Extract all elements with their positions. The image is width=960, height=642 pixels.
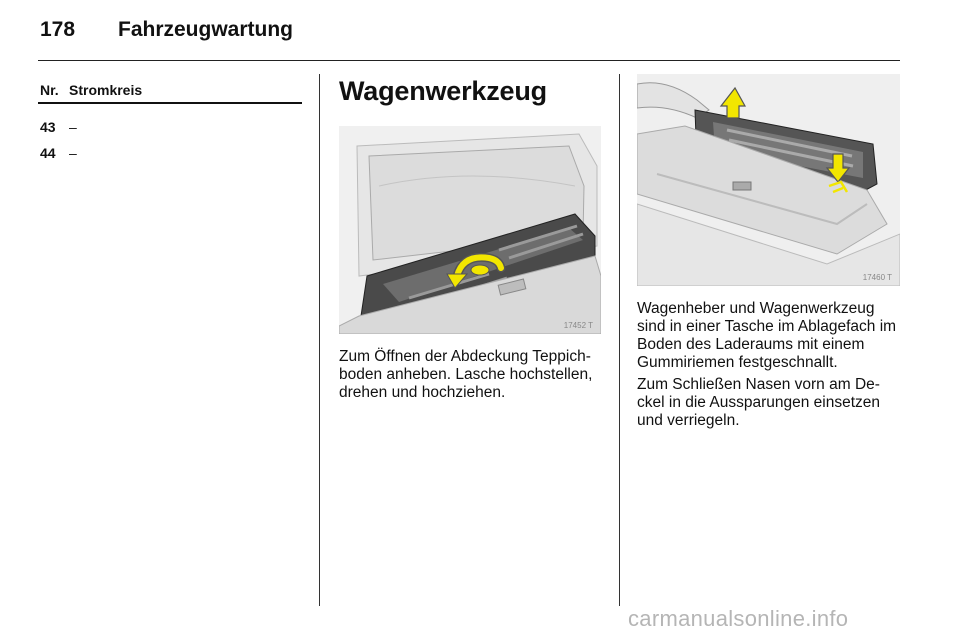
fuse-number: 44 [40,145,56,161]
instruction-close-cover: Zum Schließen Nasen vorn am De-ckel in die Aussparungen einsetzen und verriegeln. [637,376,880,429]
description-tool-location: Wagenheber und Wagenwerkzeug sind in einer Tasche im Ablagefach im Boden des Laderaums mit einem Gummiriemen festgeschnallt. [637,300,897,371]
column-header-circuit: Stromkreis [69,82,143,98]
column-header-number: Nr. [40,82,59,98]
chapter-title: Fahrzeugwartung [118,18,294,41]
table-header-rule [38,102,302,104]
illustration-tool-compartment [637,74,900,286]
table-row [40,114,302,140]
fuse-number: 43 [40,119,56,135]
column-divider-left [319,74,320,606]
figure-id: 17460 T [862,273,892,282]
fuse-table-body [40,114,302,166]
instruction-open-cover: Zum Öffnen der Abdeckung Teppich-boden anheben. Lasche hochstellen, drehen und hochziehen. [339,348,593,401]
figure-id: 17452 T [563,321,593,330]
page-header [40,18,293,48]
fuse-circuit: – [69,119,77,135]
column-divider-right [619,74,620,606]
page-number: 178 [40,18,76,41]
fuse-table-header [40,82,302,98]
fuse-circuit: – [69,145,77,161]
figure-cover-latch [339,126,601,334]
illustration-load-floor [339,126,601,334]
figure-tool-compartment [637,74,900,286]
watermark: carmanualsonline.info [628,606,849,631]
table-row [40,140,302,166]
header-rule [38,60,900,61]
section-title: Wagenwerkzeug [339,76,547,106]
